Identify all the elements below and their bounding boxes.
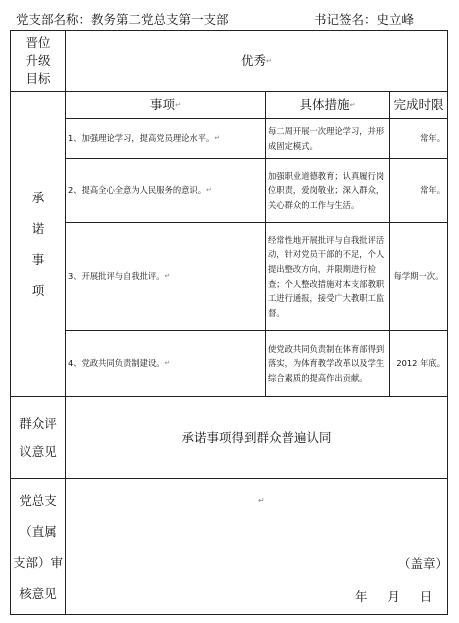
commitment-measure: 加强职业道德教育；认真履行岗位职责，爱岗敬业；深入群众，关心群众的工作与生活。 — [268, 170, 385, 210]
commitments-label-char: 诺 — [31, 221, 45, 236]
review-date: 年 月 日 — [355, 589, 433, 604]
commitment-deadline: 常年。 — [420, 185, 445, 196]
column-header-deadline: 完成时限 — [393, 97, 444, 112]
paragraph-mark: ↵ — [266, 57, 272, 65]
mass-opinion-value: 承诺事项得到群众普遍认同 — [181, 429, 332, 445]
commitment-item: 4、党政共同负责制建设。 ↵ — [68, 331, 263, 396]
commitment-deadline: 常年。 — [420, 133, 445, 144]
review-label-line: （直属 — [19, 523, 57, 539]
goal-label-line: 晋位 — [25, 35, 51, 50]
mass-opinion-label-line: 群众评 — [19, 415, 57, 431]
goal-label-line: 升级 — [25, 53, 51, 68]
column-header-measure: 具体措施 ↵ — [299, 97, 356, 112]
paragraph-mark: ↵ — [349, 101, 356, 109]
commitment-item: 3、开展批评与自我批评。 ↵ — [68, 223, 263, 330]
commitment-measure: 经常性地开展批评与自我批评活动，针对党员干部的不足，个人提出整改方向，并限期进行检查；个人整改措施对本支部教职工进行通报，接受广大教职工监督。 — [268, 234, 385, 318]
paragraph-mark: ↵ — [164, 359, 171, 368]
paragraph-mark: ↵ — [258, 496, 265, 505]
review-label-line: 支部）审 — [12, 554, 63, 570]
commitment-deadline: 每学期一次。 — [393, 271, 444, 282]
goal-value-text: 优秀 — [241, 53, 267, 68]
branch-name: 党支部名称：教务第二党总支第一支部 — [16, 12, 229, 27]
commitments-label-char: 承 — [31, 190, 45, 205]
review-label-line: 核意见 — [19, 585, 57, 601]
commitment-measure: 每二周开展一次理论学习，并形成固定模式。 — [268, 125, 385, 151]
column-header-item: 事项 ↵ — [150, 97, 181, 112]
goal-label — [11, 31, 65, 91]
rule — [10, 478, 448, 479]
paragraph-mark: ↵ — [164, 272, 171, 281]
goal-label-line: 目标 — [25, 71, 51, 86]
rule — [265, 91, 266, 397]
review-label — [11, 479, 65, 614]
commitments-label-char: 项 — [31, 283, 45, 298]
rule — [447, 30, 448, 615]
goal-value — [66, 31, 447, 91]
commitment-item: 2、提高全心全意为人民服务的意识。 ↵ — [68, 159, 263, 222]
rule — [10, 614, 448, 615]
review-stamp: （盖章） — [398, 556, 449, 571]
review-label-line: 党总支 — [19, 492, 57, 508]
commitments-label-char: 事 — [31, 252, 45, 267]
commitment-measure: 使党政共同负责制在体育部得到落实，为体育教学改革以及学生综合素质的提高作出贡献。 — [268, 343, 385, 383]
secretary-signature: 书记签名：史立峰 — [314, 12, 415, 27]
mass-opinion-label-line: 议意见 — [19, 443, 57, 459]
paragraph-mark: ↵ — [206, 186, 212, 195]
commitments-label — [11, 92, 65, 396]
commitment-deadline: 2012 年底。 — [396, 358, 445, 369]
paragraph-mark: ↵ — [175, 101, 181, 109]
commitment-item: 1、加强理论学习，提高党员理论水平。 ↵ — [68, 119, 263, 158]
paragraph-mark: ↵ — [214, 134, 221, 143]
mass-opinion-label — [11, 397, 65, 478]
